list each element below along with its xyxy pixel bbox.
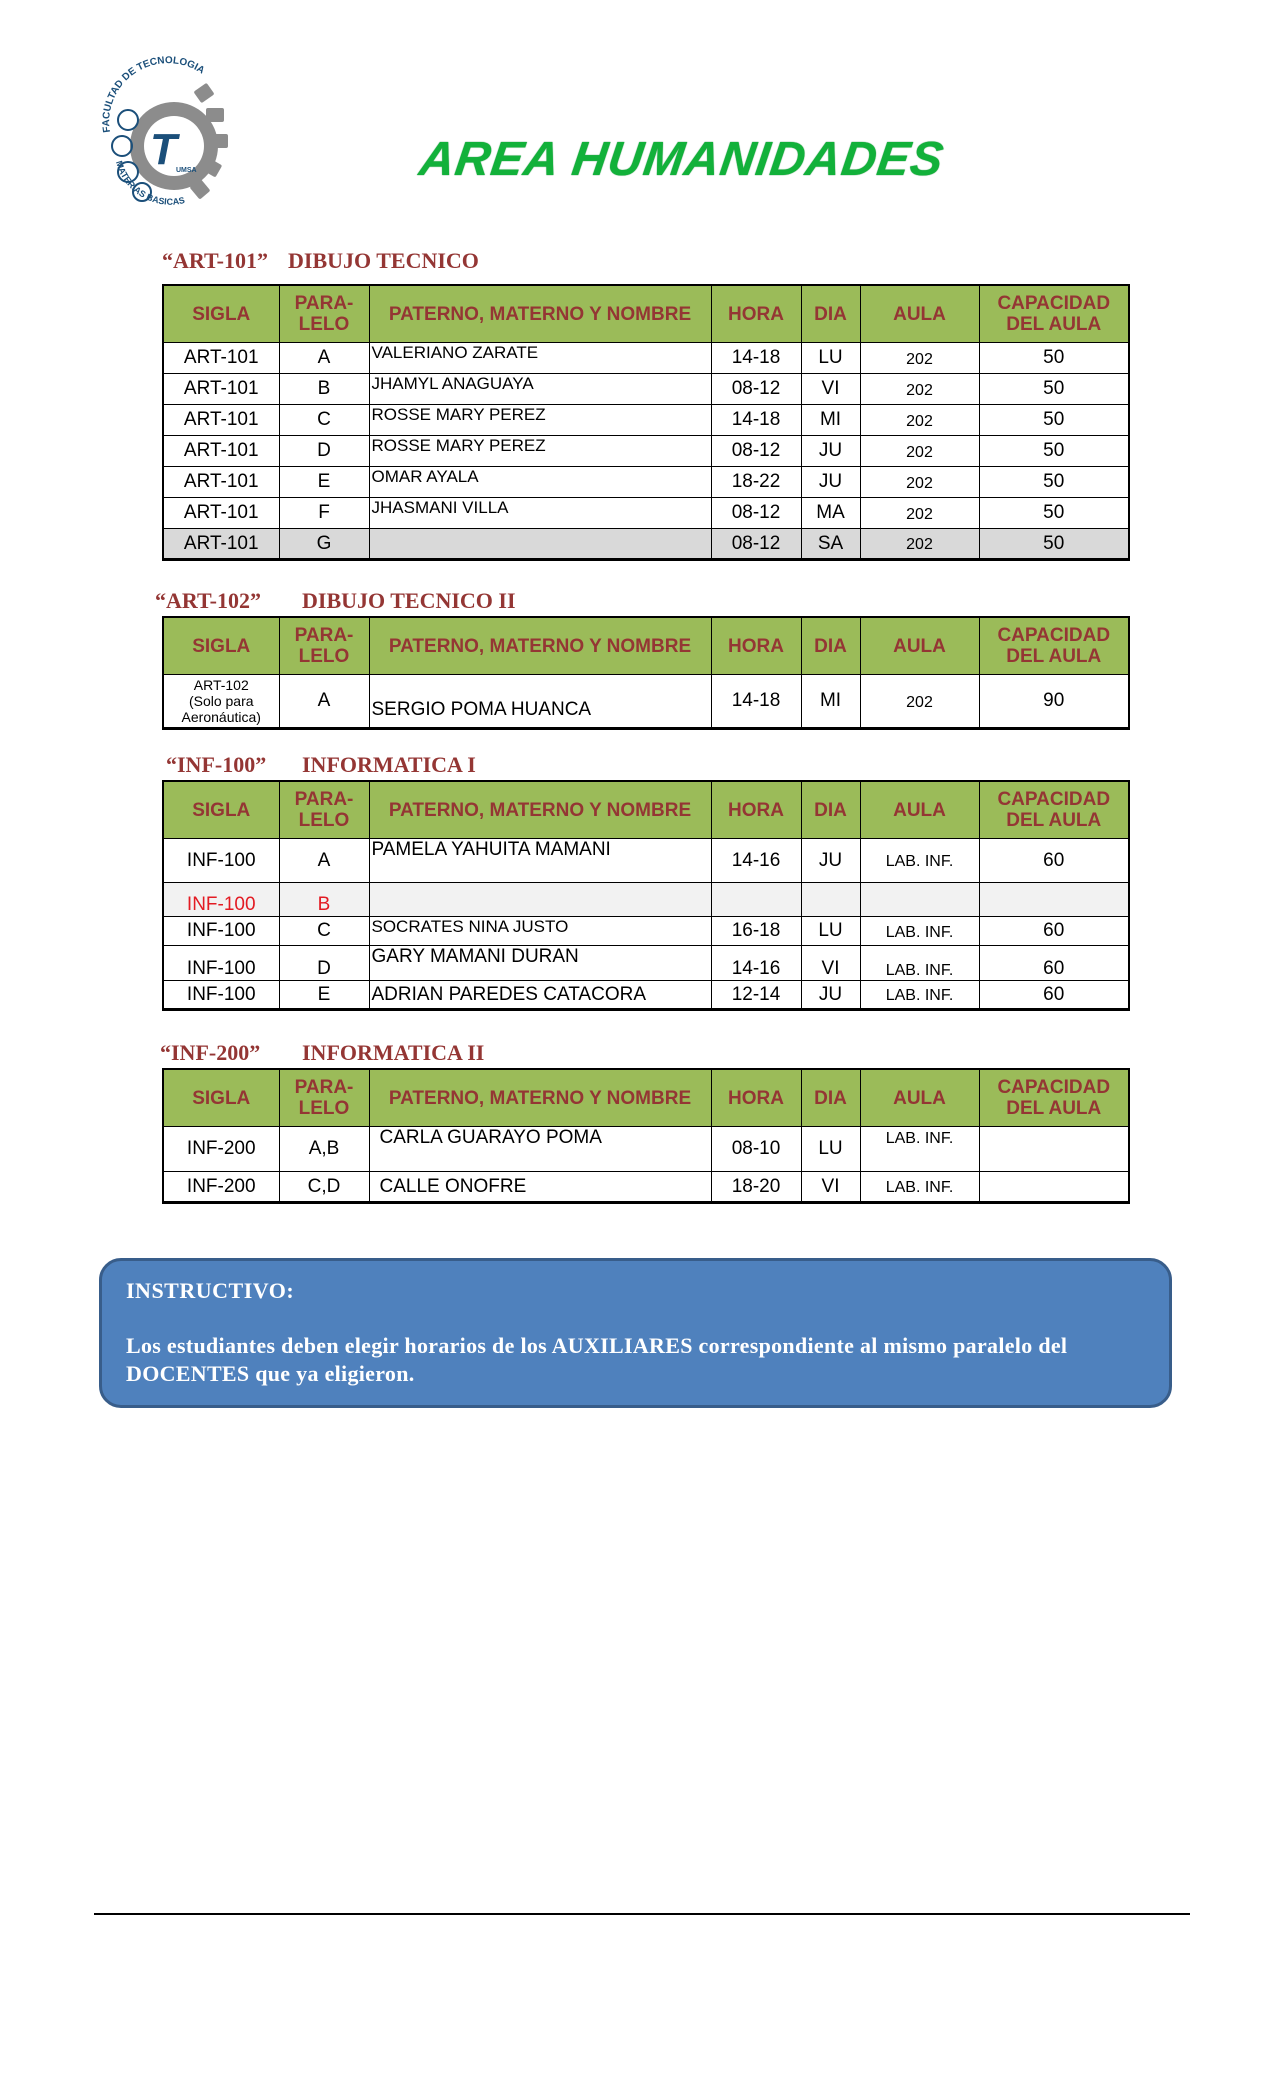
cell-paralelo: A,B bbox=[279, 1127, 369, 1172]
table-row bbox=[163, 1172, 1129, 1203]
col-dia: DIA bbox=[801, 285, 860, 343]
col-paralelo: PARA- LELO bbox=[279, 1069, 369, 1127]
cell-hora: 08-10 bbox=[711, 1127, 801, 1172]
cell-dia: LU bbox=[801, 917, 860, 946]
cell-aula: 202 bbox=[860, 436, 979, 467]
cell-aula: 202 bbox=[860, 467, 979, 498]
cell-nombre: SERGIO POMA HUANCA bbox=[369, 675, 711, 729]
table-row bbox=[163, 675, 1129, 729]
schedule-table bbox=[162, 284, 1130, 561]
cell-nombre: ROSSE MARY PEREZ bbox=[369, 405, 711, 436]
col-sigla: SIGLA bbox=[163, 617, 279, 675]
col-paralelo: PARA- LELO bbox=[279, 617, 369, 675]
cell-nombre: JHASMANI VILLA bbox=[369, 498, 711, 529]
cell-hora: 12-14 bbox=[711, 981, 801, 1010]
cell-dia: JU bbox=[801, 467, 860, 498]
cell-paralelo: D bbox=[279, 946, 369, 981]
col-dia: DIA bbox=[801, 1069, 860, 1127]
faculty-logo bbox=[88, 42, 238, 214]
col-hora: HORA bbox=[711, 1069, 801, 1127]
cell-paralelo: F bbox=[279, 498, 369, 529]
cell-paralelo: E bbox=[279, 981, 369, 1010]
course-name: DIBUJO TECNICO bbox=[288, 248, 479, 273]
table-row bbox=[163, 917, 1129, 946]
cell-capacidad bbox=[979, 1127, 1129, 1172]
svg-text:FACULTAD DE TECNOLOGIA: FACULTAD DE TECNOLOGIA bbox=[101, 55, 207, 134]
cell-aula: LAB. INF. bbox=[860, 917, 979, 946]
cell-dia: JU bbox=[801, 981, 860, 1010]
col-sigla: SIGLA bbox=[163, 781, 279, 839]
cell-dia bbox=[801, 883, 860, 917]
course-heading bbox=[0, 752, 1275, 780]
table-row bbox=[163, 946, 1129, 981]
cell-sigla: ART-101 bbox=[163, 529, 279, 560]
cell-dia: MI bbox=[801, 405, 860, 436]
course-heading bbox=[0, 588, 1275, 616]
cell-sigla: ART-101 bbox=[163, 436, 279, 467]
cell-hora: 08-12 bbox=[711, 436, 801, 467]
cell-aula: 202 bbox=[860, 675, 979, 729]
gear-logo-icon bbox=[88, 42, 238, 214]
cell-hora: 14-18 bbox=[711, 405, 801, 436]
cell-hora: 14-18 bbox=[711, 343, 801, 374]
col-capacidad: CAPACIDAD DEL AULA bbox=[979, 781, 1129, 839]
cell-dia: VI bbox=[801, 946, 860, 981]
course-inf-200 bbox=[0, 1040, 1275, 1197]
cell-aula: LAB. INF. bbox=[860, 1127, 979, 1172]
cell-aula: 202 bbox=[860, 529, 979, 560]
col-paralelo: PARA- LELO bbox=[279, 781, 369, 839]
cell-paralelo: C bbox=[279, 405, 369, 436]
cell-paralelo: A bbox=[279, 343, 369, 374]
course-heading bbox=[0, 1040, 1275, 1068]
col-nombre: PATERNO, MATERNO Y NOMBRE bbox=[369, 781, 711, 839]
table-row bbox=[163, 467, 1129, 498]
svg-text:UMSA: UMSA bbox=[176, 167, 197, 174]
cell-paralelo: A bbox=[279, 675, 369, 729]
cell-nombre: PAMELA YAHUITA MAMANI bbox=[369, 839, 711, 883]
instructions-title: INSTRUCTIVO: bbox=[126, 1278, 295, 1303]
col-hora: HORA bbox=[711, 781, 801, 839]
cell-dia: MI bbox=[801, 675, 860, 729]
cell-dia: VI bbox=[801, 374, 860, 405]
cell-sigla: ART-101 bbox=[163, 343, 279, 374]
cell-capacidad: 50 bbox=[979, 498, 1129, 529]
cell-sigla: INF-100 bbox=[163, 981, 279, 1010]
svg-text:MATERIAS BASICAS: MATERIAS BASICAS bbox=[113, 159, 186, 207]
cell-aula: 202 bbox=[860, 343, 979, 374]
cell-dia: JU bbox=[801, 436, 860, 467]
col-hora: HORA bbox=[711, 617, 801, 675]
course-name: INFORMATICA I bbox=[302, 752, 476, 777]
cell-nombre: VALERIANO ZARATE bbox=[369, 343, 711, 374]
table-row bbox=[163, 529, 1129, 560]
col-aula: AULA bbox=[860, 1069, 979, 1127]
col-aula: AULA bbox=[860, 617, 979, 675]
course-code: “INF-100” bbox=[166, 752, 267, 777]
col-nombre: PATERNO, MATERNO Y NOMBRE bbox=[369, 285, 711, 343]
table-row bbox=[163, 1127, 1129, 1172]
course-name: INFORMATICA II bbox=[302, 1040, 485, 1065]
cell-hora: 14-18 bbox=[711, 675, 801, 729]
cell-hora: 08-12 bbox=[711, 498, 801, 529]
cell-hora: 16-18 bbox=[711, 917, 801, 946]
cell-paralelo: B bbox=[279, 374, 369, 405]
cell-aula: LAB. INF. bbox=[860, 946, 979, 981]
course-inf-100 bbox=[0, 752, 1275, 1005]
cell-nombre bbox=[369, 529, 711, 560]
table-row bbox=[163, 436, 1129, 467]
cell-sigla: INF-100 bbox=[163, 917, 279, 946]
cell-aula: 202 bbox=[860, 374, 979, 405]
table-header-row bbox=[163, 617, 1129, 675]
cell-sigla: ART-101 bbox=[163, 498, 279, 529]
cell-aula: LAB. INF. bbox=[860, 839, 979, 883]
table-row bbox=[163, 498, 1129, 529]
cell-nombre: GARY MAMANI DURAN bbox=[369, 946, 711, 981]
cell-capacidad: 50 bbox=[979, 436, 1129, 467]
cell-paralelo: D bbox=[279, 436, 369, 467]
cell-hora: 08-12 bbox=[711, 529, 801, 560]
col-dia: DIA bbox=[801, 617, 860, 675]
table-row bbox=[163, 374, 1129, 405]
cell-nombre: ROSSE MARY PEREZ bbox=[369, 436, 711, 467]
cell-hora bbox=[711, 883, 801, 917]
col-aula: AULA bbox=[860, 781, 979, 839]
course-heading bbox=[0, 248, 1275, 276]
cell-aula: LAB. INF. bbox=[860, 981, 979, 1010]
cell-sigla: INF-100 bbox=[163, 883, 279, 917]
schedule-table bbox=[162, 780, 1130, 1011]
table-header-row bbox=[163, 285, 1129, 343]
footer-divider bbox=[94, 1913, 1190, 1915]
cell-aula bbox=[860, 883, 979, 917]
col-sigla: SIGLA bbox=[163, 1069, 279, 1127]
table-row bbox=[163, 981, 1129, 1010]
cell-paralelo: C,D bbox=[279, 1172, 369, 1203]
course-code: “INF-200” bbox=[160, 1040, 261, 1065]
cell-dia: VI bbox=[801, 1172, 860, 1203]
cell-dia: SA bbox=[801, 529, 860, 560]
cell-paralelo: G bbox=[279, 529, 369, 560]
table-header-row bbox=[163, 781, 1129, 839]
cell-hora: 14-16 bbox=[711, 946, 801, 981]
col-aula: AULA bbox=[860, 285, 979, 343]
cell-paralelo: A bbox=[279, 839, 369, 883]
table-row bbox=[163, 883, 1129, 917]
cell-sigla: ART-102 (Solo para Aeronáutica) bbox=[163, 675, 279, 729]
cell-capacidad: 50 bbox=[979, 343, 1129, 374]
course-name: DIBUJO TECNICO II bbox=[302, 588, 516, 613]
cell-nombre: OMAR AYALA bbox=[369, 467, 711, 498]
table-row bbox=[163, 839, 1129, 883]
instructions-box bbox=[99, 1258, 1172, 1408]
cell-aula: LAB. INF. bbox=[860, 1172, 979, 1203]
col-nombre: PATERNO, MATERNO Y NOMBRE bbox=[369, 1069, 711, 1127]
col-hora: HORA bbox=[711, 285, 801, 343]
cell-nombre bbox=[369, 883, 711, 917]
course-art-102 bbox=[0, 588, 1275, 725]
cell-dia: JU bbox=[801, 839, 860, 883]
table-header-row bbox=[163, 1069, 1129, 1127]
col-dia: DIA bbox=[801, 781, 860, 839]
cell-capacidad: 60 bbox=[979, 917, 1129, 946]
cell-capacidad: 50 bbox=[979, 467, 1129, 498]
col-paralelo: PARA- LELO bbox=[279, 285, 369, 343]
cell-paralelo: B bbox=[279, 883, 369, 917]
cell-paralelo: E bbox=[279, 467, 369, 498]
col-capacidad: CAPACIDAD DEL AULA bbox=[979, 1069, 1129, 1127]
cell-hora: 14-16 bbox=[711, 839, 801, 883]
instructions-body: Los estudiantes deben elegir horarios de los AUXILIARES correspondiente al mismo paralelo del DOCENTES que ya eligieron. bbox=[126, 1333, 1068, 1386]
page-title: AREA HUMANIDADES bbox=[416, 133, 948, 186]
col-nombre: PATERNO, MATERNO Y NOMBRE bbox=[369, 617, 711, 675]
schedule-table bbox=[162, 1068, 1130, 1204]
cell-sigla: INF-100 bbox=[163, 839, 279, 883]
cell-capacidad: 60 bbox=[979, 981, 1129, 1010]
col-sigla: SIGLA bbox=[163, 285, 279, 343]
cell-nombre: JHAMYL ANAGUAYA bbox=[369, 374, 711, 405]
cell-aula: 202 bbox=[860, 405, 979, 436]
cell-paralelo: C bbox=[279, 917, 369, 946]
course-art-101 bbox=[0, 248, 1275, 554]
cell-capacidad bbox=[979, 1172, 1129, 1203]
cell-nombre: CARLA GUARAYO POMA bbox=[369, 1127, 711, 1172]
cell-capacidad: 60 bbox=[979, 839, 1129, 883]
table-row bbox=[163, 343, 1129, 374]
cell-capacidad: 60 bbox=[979, 946, 1129, 981]
table-row bbox=[163, 405, 1129, 436]
col-capacidad: CAPACIDAD DEL AULA bbox=[979, 617, 1129, 675]
cell-capacidad: 50 bbox=[979, 374, 1129, 405]
cell-capacidad: 50 bbox=[979, 405, 1129, 436]
col-capacidad: CAPACIDAD DEL AULA bbox=[979, 285, 1129, 343]
cell-capacidad bbox=[979, 883, 1129, 917]
cell-sigla: INF-200 bbox=[163, 1172, 279, 1203]
course-code: “ART-101” bbox=[162, 248, 268, 273]
cell-hora: 18-20 bbox=[711, 1172, 801, 1203]
cell-hora: 08-12 bbox=[711, 374, 801, 405]
cell-sigla: ART-101 bbox=[163, 374, 279, 405]
schedule-table bbox=[162, 616, 1130, 730]
cell-dia: LU bbox=[801, 343, 860, 374]
cell-nombre: CALLE ONOFRE bbox=[369, 1172, 711, 1203]
cell-dia: MA bbox=[801, 498, 860, 529]
cell-sigla: ART-101 bbox=[163, 467, 279, 498]
cell-dia: LU bbox=[801, 1127, 860, 1172]
cell-hora: 18-22 bbox=[711, 467, 801, 498]
course-code: “ART-102” bbox=[155, 588, 261, 613]
cell-sigla: ART-101 bbox=[163, 405, 279, 436]
cell-capacidad: 90 bbox=[979, 675, 1129, 729]
svg-text:T: T bbox=[150, 125, 177, 174]
cell-aula: 202 bbox=[860, 498, 979, 529]
cell-nombre: ADRIAN PAREDES CATACORA bbox=[369, 981, 711, 1010]
cell-sigla: INF-100 bbox=[163, 946, 279, 981]
cell-sigla: INF-200 bbox=[163, 1127, 279, 1172]
cell-nombre: SOCRATES NINA JUSTO bbox=[369, 917, 711, 946]
cell-capacidad: 50 bbox=[979, 529, 1129, 560]
